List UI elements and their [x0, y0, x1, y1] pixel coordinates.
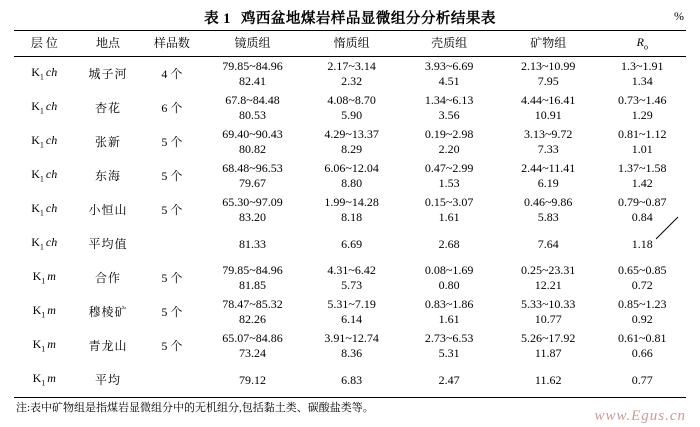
value-range: 1.34~6.13	[424, 93, 474, 108]
value-mean: 1.53	[438, 176, 460, 190]
cell-inertinite	[303, 227, 400, 261]
value-mean: 5.83	[537, 210, 559, 224]
value-range: 5.33~10.33	[520, 297, 576, 312]
cell-ro	[599, 193, 686, 227]
stratum-sub: 1	[39, 242, 44, 252]
table-body	[14, 57, 686, 398]
stratum-main: K	[31, 133, 40, 148]
value-mean: 0.80	[438, 278, 460, 292]
value-mean: 7.33	[537, 142, 559, 156]
cell-inertinite	[303, 125, 400, 159]
cell-stratum	[14, 159, 74, 193]
value-mean: 82.41	[239, 74, 267, 88]
cell-ro	[599, 125, 686, 159]
stratum-sub: 1	[41, 378, 46, 388]
value-range: 69.40~90.43	[222, 127, 283, 142]
cell-ro	[599, 329, 686, 363]
cell-mineral	[498, 159, 599, 193]
cell-sample-count	[142, 363, 202, 398]
cell-exinite	[400, 363, 497, 398]
value-range: 3.91~12.74	[324, 331, 379, 346]
value-range: 0.81~1.12	[618, 127, 667, 142]
cell-vitrinite	[202, 125, 303, 159]
cell-ro	[599, 227, 686, 261]
value-range: 68.48~96.53	[222, 161, 283, 176]
cell-mineral	[498, 363, 599, 398]
value-range: 79.85~84.96	[222, 59, 283, 74]
page-title	[204, 7, 496, 28]
value-mean: 83.20	[239, 210, 267, 224]
column-header-site: 地点	[74, 31, 141, 57]
cell-mineral	[498, 57, 599, 92]
value-range: 4.31~6.42	[327, 263, 376, 278]
cell-sample-count: 4 个	[161, 66, 183, 81]
stratum-sub: 1	[39, 72, 44, 82]
stratum-main: K	[32, 269, 42, 284]
cell-vitrinite	[202, 295, 303, 329]
value-mean: 1.18	[631, 236, 653, 251]
stratum-sub: 1	[41, 276, 46, 286]
value-range: 2.73~6.53	[424, 331, 474, 346]
cell-vitrinite	[202, 91, 303, 125]
value-mean: 1.61	[438, 312, 460, 326]
value-mean: 11.87	[534, 346, 562, 360]
stratum-suffix: m	[47, 269, 56, 284]
value-range: 0.73~1.46	[618, 93, 667, 108]
stratum-main: K	[32, 371, 42, 386]
cell-vitrinite	[202, 159, 303, 193]
cell-exinite	[400, 125, 497, 159]
cell-inertinite	[303, 295, 400, 329]
stratum-suffix: m	[47, 303, 56, 318]
value-mean: 8.29	[341, 142, 363, 156]
value-range: 0.85~1.23	[618, 297, 667, 312]
cell-inertinite	[303, 261, 400, 295]
cell-inertinite	[303, 91, 400, 125]
value-range: 0.08~1.69	[424, 263, 474, 278]
cell-mineral	[498, 329, 599, 363]
cell-inertinite	[303, 329, 400, 363]
cell-ro	[599, 159, 686, 193]
cell-stratum	[14, 125, 74, 159]
cell-stratum	[14, 57, 74, 92]
cell-inertinite	[303, 159, 400, 193]
value-mean: 1.29	[631, 108, 653, 122]
value-mean: 1.61	[438, 210, 460, 224]
value-range: 1.37~1.58	[618, 161, 667, 176]
cell-mineral	[498, 227, 599, 261]
table-title-text: 鸡西盆地煤岩样品显微组分分析结果表	[240, 10, 496, 27]
value-mean: 10.77	[534, 312, 562, 326]
cell-mineral	[498, 91, 599, 125]
cell-vitrinite	[202, 363, 303, 398]
unit-label: %	[674, 9, 684, 23]
cell-stratum	[14, 227, 74, 261]
value-mean: 0.77	[631, 372, 653, 387]
value-range: 2.44~11.41	[521, 161, 576, 176]
table-row	[14, 57, 686, 92]
cell-site: 小恒山	[88, 202, 128, 217]
table-title-row	[14, 6, 686, 28]
value-range: 3.93~6.69	[424, 59, 474, 74]
value-mean: 80.53	[239, 108, 267, 122]
cell-sample-count: 5 个	[161, 270, 183, 285]
value-mean: 5.31	[438, 346, 460, 360]
cell-exinite	[400, 91, 497, 125]
stratum-suffix: m	[47, 337, 56, 352]
watermark: www.Egus.cn	[594, 408, 686, 424]
value-mean: 1.42	[631, 176, 653, 190]
table-row	[14, 329, 686, 363]
analysis-results-table	[14, 30, 686, 398]
value-mean: 80.82	[239, 142, 267, 156]
cell-vitrinite	[202, 193, 303, 227]
cell-ro	[599, 57, 686, 92]
value-range: 4.08~8.70	[327, 93, 376, 108]
cell-ro	[599, 91, 686, 125]
cell-site: 合作	[95, 270, 122, 285]
cell-exinite	[400, 329, 497, 363]
value-mean: 6.19	[537, 176, 559, 190]
value-mean: 8.36	[341, 346, 363, 360]
column-header-stratum: 层 位	[14, 31, 74, 57]
cell-exinite	[400, 193, 497, 227]
value-range: 1.99~14.28	[324, 195, 379, 210]
cell-sample-count: 5 个	[161, 168, 183, 183]
cell-site: 张新	[95, 134, 122, 149]
cell-exinite	[400, 57, 497, 92]
value-range: 79.85~84.96	[222, 263, 283, 278]
cell-mineral	[498, 261, 599, 295]
stratum-sub: 1	[39, 174, 44, 184]
column-header-sample-count: 样品数	[142, 31, 202, 57]
table-row	[14, 91, 686, 125]
value-mean: 73.24	[239, 346, 267, 360]
value-mean: 0.92	[631, 312, 653, 326]
value-range: 0.15~3.07	[424, 195, 474, 210]
value-mean: 10.91	[534, 108, 562, 122]
table-row	[14, 159, 686, 193]
cell-inertinite	[303, 57, 400, 92]
value-mean: 8.18	[341, 210, 363, 224]
cell-stratum	[14, 329, 74, 363]
value-mean: 82.26	[239, 312, 267, 326]
value-mean: 7.95	[537, 74, 559, 88]
stratum-main: K	[31, 201, 40, 216]
value-mean: 2.20	[438, 142, 460, 156]
value-mean: 7.64	[537, 236, 559, 251]
value-range: 4.44~16.41	[520, 93, 576, 108]
cell-site: 东海	[95, 168, 122, 183]
cell-exinite	[400, 159, 497, 193]
cell-stratum	[14, 363, 74, 398]
value-mean: 5.90	[341, 108, 363, 122]
value-mean: 0.72	[631, 278, 653, 292]
cell-sample-count: 5 个	[161, 304, 183, 319]
cell-vitrinite	[202, 227, 303, 261]
table-row	[14, 193, 686, 227]
column-header-exinite: 壳质组	[400, 31, 497, 57]
cell-exinite	[400, 295, 497, 329]
cell-stratum	[14, 261, 74, 295]
value-range: 5.26~17.92	[520, 331, 576, 346]
value-range: 5.31~7.19	[327, 297, 376, 312]
value-range: 1.3~1.91	[621, 59, 664, 74]
value-range: 0.79~0.87	[618, 195, 667, 210]
stratum-main: K	[31, 99, 40, 114]
value-range: 0.46~9.86	[523, 195, 573, 210]
column-header-inertinite: 惰质组	[303, 31, 400, 57]
cell-sample-count: 5 个	[161, 338, 183, 353]
stratum-main: K	[32, 337, 42, 352]
stratum-suffix: ch	[45, 201, 58, 216]
stratum-sub: 1	[39, 140, 44, 150]
stratum-suffix: ch	[45, 167, 58, 182]
value-mean: 8.80	[341, 176, 363, 190]
table-row	[14, 295, 686, 329]
value-mean: 2.68	[438, 236, 460, 251]
cell-mineral	[498, 125, 599, 159]
cell-site: 青龙山	[88, 338, 128, 353]
value-mean: 0.84	[631, 210, 653, 224]
stratum-suffix: ch	[45, 235, 58, 250]
stratum-sub: 1	[41, 344, 46, 354]
value-mean: 5.73	[341, 278, 363, 292]
value-mean: 2.32	[341, 74, 363, 88]
value-range: 65.07~84.86	[222, 331, 283, 346]
cell-site: 杏花	[95, 100, 122, 115]
cell-mineral	[498, 295, 599, 329]
cell-sample-count: 5 个	[161, 202, 183, 217]
cell-ro	[599, 363, 686, 398]
column-header-ro: $R_o$	[599, 31, 686, 57]
table-row	[14, 261, 686, 295]
value-mean: 79.12	[239, 372, 267, 387]
value-mean: 0.66	[631, 346, 653, 360]
value-mean: 12.21	[534, 278, 562, 292]
cell-site: 平均值	[88, 236, 128, 251]
value-mean: 4.51	[438, 74, 460, 88]
cell-vitrinite	[202, 57, 303, 92]
value-mean: 6.69	[341, 236, 363, 251]
value-mean: 6.14	[341, 312, 363, 326]
value-range: 0.19~2.98	[424, 127, 474, 142]
table-note: 注:表中矿物组是指煤岩显微组分中的无机组分,包括黏土类、碳酸盐类等。	[16, 402, 374, 414]
stratum-suffix: ch	[45, 133, 58, 148]
stratum-suffix: m	[47, 371, 56, 386]
cell-site: 城子河	[88, 66, 128, 81]
cell-site: 穆棱矿	[88, 304, 128, 319]
value-mean: 1.34	[631, 74, 653, 88]
value-range: 2.17~3.14	[327, 59, 376, 74]
value-mean: 79.67	[239, 176, 267, 190]
value-mean: 81.85	[239, 278, 267, 292]
stratum-suffix: ch	[45, 65, 58, 80]
stratum-main: K	[31, 65, 40, 80]
cell-exinite	[400, 227, 497, 261]
table-row	[14, 227, 686, 261]
value-range: 0.83~1.86	[424, 297, 474, 312]
value-range: 2.13~10.99	[520, 59, 576, 74]
value-range: 65.30~97.09	[222, 195, 283, 210]
value-range: 3.13~9.72	[523, 127, 573, 142]
table-row	[14, 363, 686, 398]
table-header-row	[14, 31, 686, 57]
cell-inertinite	[303, 193, 400, 227]
cell-site: 平均	[74, 363, 141, 398]
column-header-vitrinite: 镜质组	[202, 31, 303, 57]
value-mean: 3.56	[438, 108, 460, 122]
cell-stratum	[14, 295, 74, 329]
value-range: 4.29~13.37	[324, 127, 379, 142]
cell-sample-count: 6 个	[161, 100, 183, 115]
value-mean: 11.62	[534, 372, 562, 387]
cell-exinite	[400, 261, 497, 295]
cell-vitrinite	[202, 261, 303, 295]
stratum-sub: 1	[41, 310, 46, 320]
cell-stratum	[14, 193, 74, 227]
value-range: 0.47~2.99	[424, 161, 474, 176]
value-mean: 2.47	[438, 372, 460, 387]
cell-vitrinite	[202, 329, 303, 363]
stratum-main: K	[31, 167, 40, 182]
value-range: 0.65~0.85	[618, 263, 667, 278]
cell-inertinite	[303, 363, 400, 398]
column-header-mineral: 矿物组	[498, 31, 599, 57]
value-range: 67.8~84.48	[225, 93, 280, 108]
cell-sample-count	[142, 227, 202, 261]
value-range: 6.06~12.04	[324, 161, 379, 176]
table-number: 表 1	[204, 10, 231, 27]
value-range: 78.47~85.32	[222, 297, 283, 312]
cell-ro	[599, 261, 686, 295]
stratum-main: K	[32, 303, 42, 318]
stratum-sub: 1	[39, 106, 44, 116]
value-mean: 1.01	[631, 142, 653, 156]
table-row	[14, 125, 686, 159]
stratum-main: K	[31, 235, 40, 250]
cell-ro	[599, 295, 686, 329]
stratum-sub: 1	[39, 208, 44, 218]
cell-sample-count: 5 个	[161, 134, 183, 149]
cell-mineral	[498, 193, 599, 227]
value-range: 0.61~0.81	[618, 331, 667, 346]
value-mean: 81.33	[239, 236, 267, 251]
value-range: 0.25~23.31	[520, 263, 576, 278]
stratum-suffix: ch	[45, 99, 58, 114]
value-mean: 6.83	[341, 372, 363, 387]
cell-stratum	[14, 91, 74, 125]
